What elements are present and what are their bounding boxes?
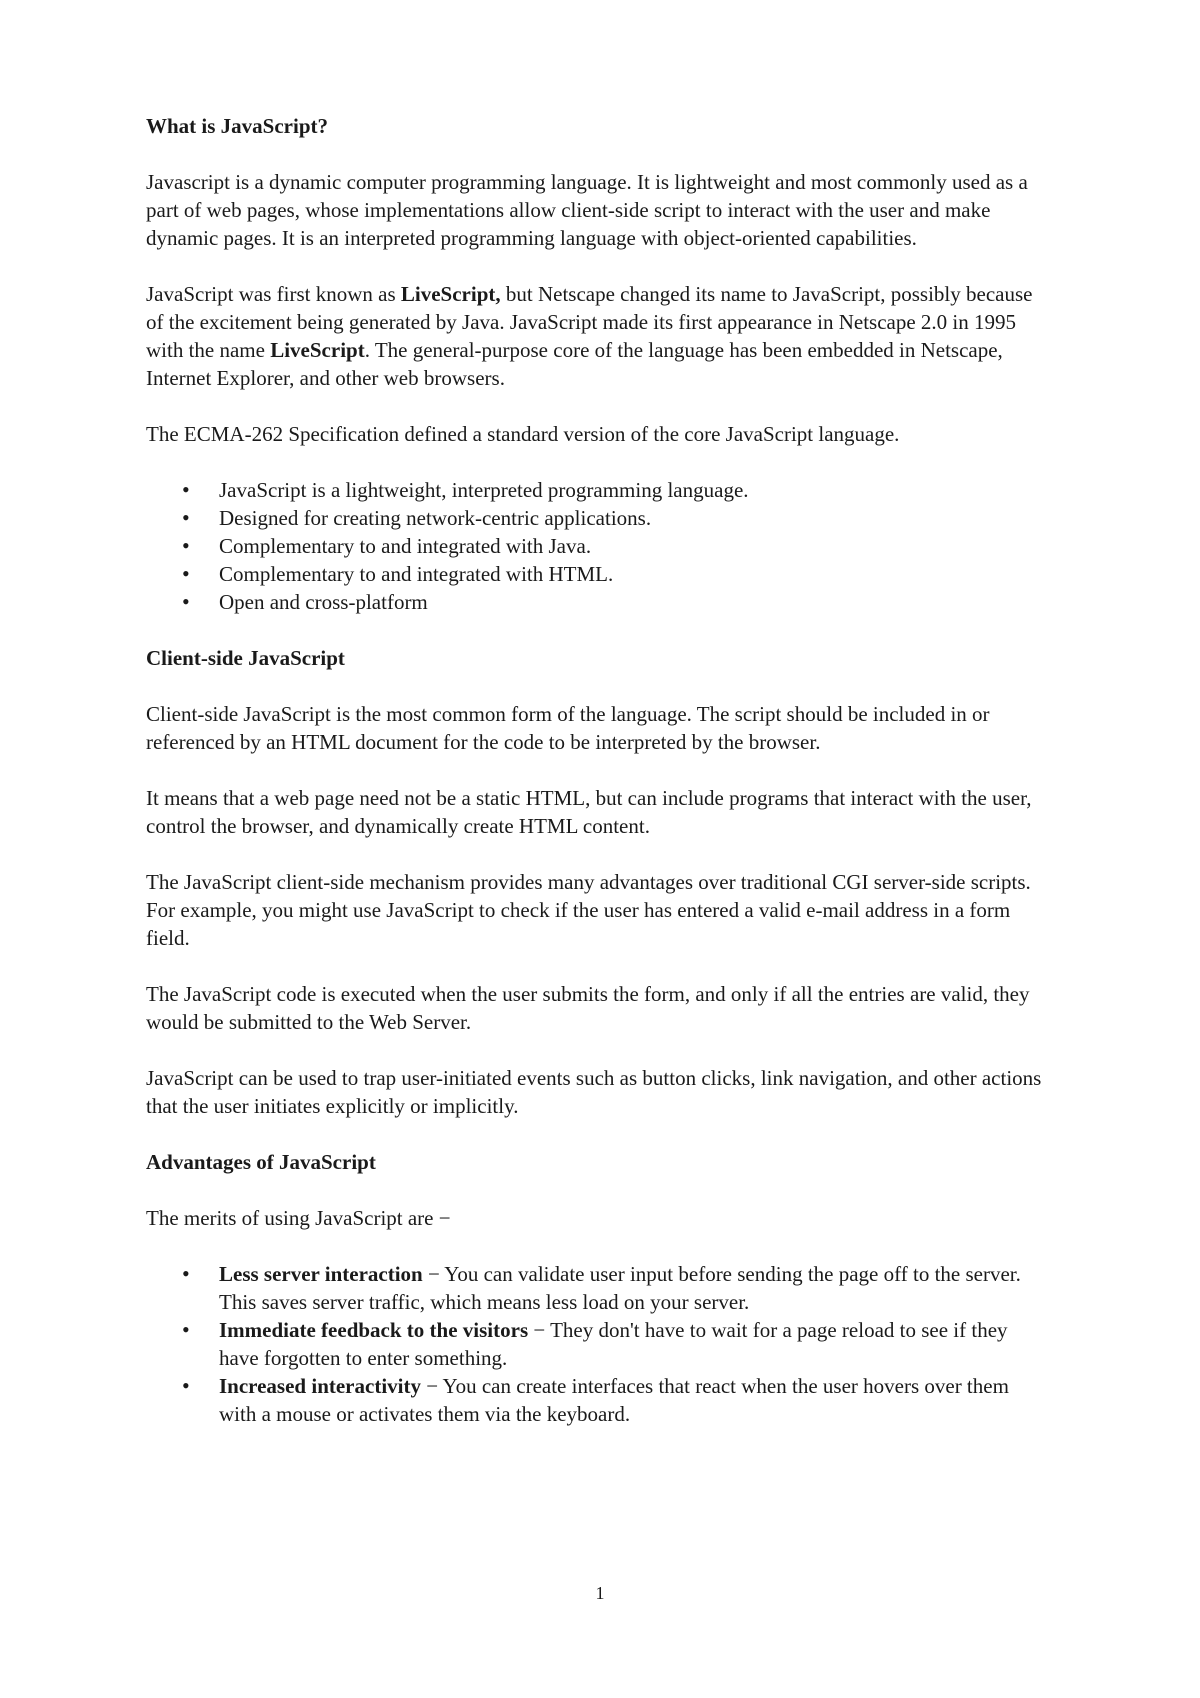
livescript-bold-1: LiveScript, (400, 282, 501, 306)
advantage-desc: − They don't have to wait for a page reload to see if they have forgotten to enter something. (219, 1318, 1008, 1370)
advantage-term: Increased interactivity (219, 1374, 421, 1398)
features-list (146, 476, 1046, 616)
paragraph-history (146, 280, 1046, 392)
list-item: • Designed for creating network-centric applications. (146, 504, 1046, 532)
advantage-desc: − You can validate user input before sending the page off to the server. This saves server traffic, which means less load on your server. (219, 1262, 1021, 1314)
list-item: • Complementary to and integrated with HTML. (146, 560, 1046, 588)
advantage-term: Less server interaction (219, 1262, 423, 1286)
list-item (146, 1316, 1046, 1372)
history-text-1: JavaScript was first known as (146, 282, 401, 306)
page-number: 1 (595, 1583, 605, 1603)
heading-advantages: Advantages of JavaScript (146, 1150, 376, 1174)
paragraph-client-2: It means that a web page need not be a static HTML, but can include programs that interact with the user, control the browser, and dynamically create HTML content. (146, 786, 1032, 838)
list-item (146, 1372, 1046, 1428)
advantages-list (146, 1260, 1046, 1428)
list-item: • Complementary to and integrated with Java. (146, 532, 1046, 560)
advantage-term: Immediate feedback to the visitors (219, 1318, 529, 1342)
heading-client-side: Client-side JavaScript (146, 646, 345, 670)
paragraph-merits-intro: The merits of using JavaScript are − (146, 1206, 451, 1230)
page-content (146, 112, 1046, 1456)
paragraph-client-4: The JavaScript code is executed when the user submits the form, and only if all the entries are valid, they would be submitted to the Web Server. (146, 982, 1030, 1034)
paragraph-client-5: JavaScript can be used to trap user-initiated events such as button clicks, link navigation, and other actions that the user initiates explicitly or implicitly. (146, 1066, 1042, 1118)
paragraph-client-3: The JavaScript client-side mechanism provides many advantages over traditional CGI server-side scripts. For example, you might use JavaScript to check if the user has entered a valid e-mail address in a form field. (146, 870, 1031, 950)
advantage-desc: − You can create interfaces that react when the user hovers over them with a mouse or activates them via the keyboard. (219, 1374, 1009, 1426)
paragraph-intro: Javascript is a dynamic computer programming language. It is lightweight and most commonly used as a part of web pages, whose implementations allow client-side script to interact with the user and make dynamic pages. It is an interpreted programming language with object-oriented capabilities. (146, 170, 1028, 250)
paragraph-client-1: Client-side JavaScript is the most common form of the language. The script should be included in or referenced by an HTML document for the code to be interpreted by the browser. (146, 702, 990, 754)
paragraph-ecma: The ECMA-262 Specification defined a standard version of the core JavaScript language. (146, 422, 900, 446)
history-text-2: but Netscape changed its name to JavaScript, possibly because of the excitement being generated by Java. JavaScript made its first appearance in Netscape 2.0 in 1995 with the name (146, 282, 1033, 362)
history-text-3: . The general-purpose core of the language has been embedded in Netscape, Internet Explorer, and other web browsers. (146, 338, 1003, 390)
list-item: • Open and cross-platform (146, 588, 1046, 616)
list-item (146, 1260, 1046, 1316)
list-item: • JavaScript is a lightweight, interpreted programming language. (146, 476, 1046, 504)
livescript-bold-2: LiveScript (270, 338, 365, 362)
heading-what-is-javascript: What is JavaScript? (146, 114, 329, 138)
